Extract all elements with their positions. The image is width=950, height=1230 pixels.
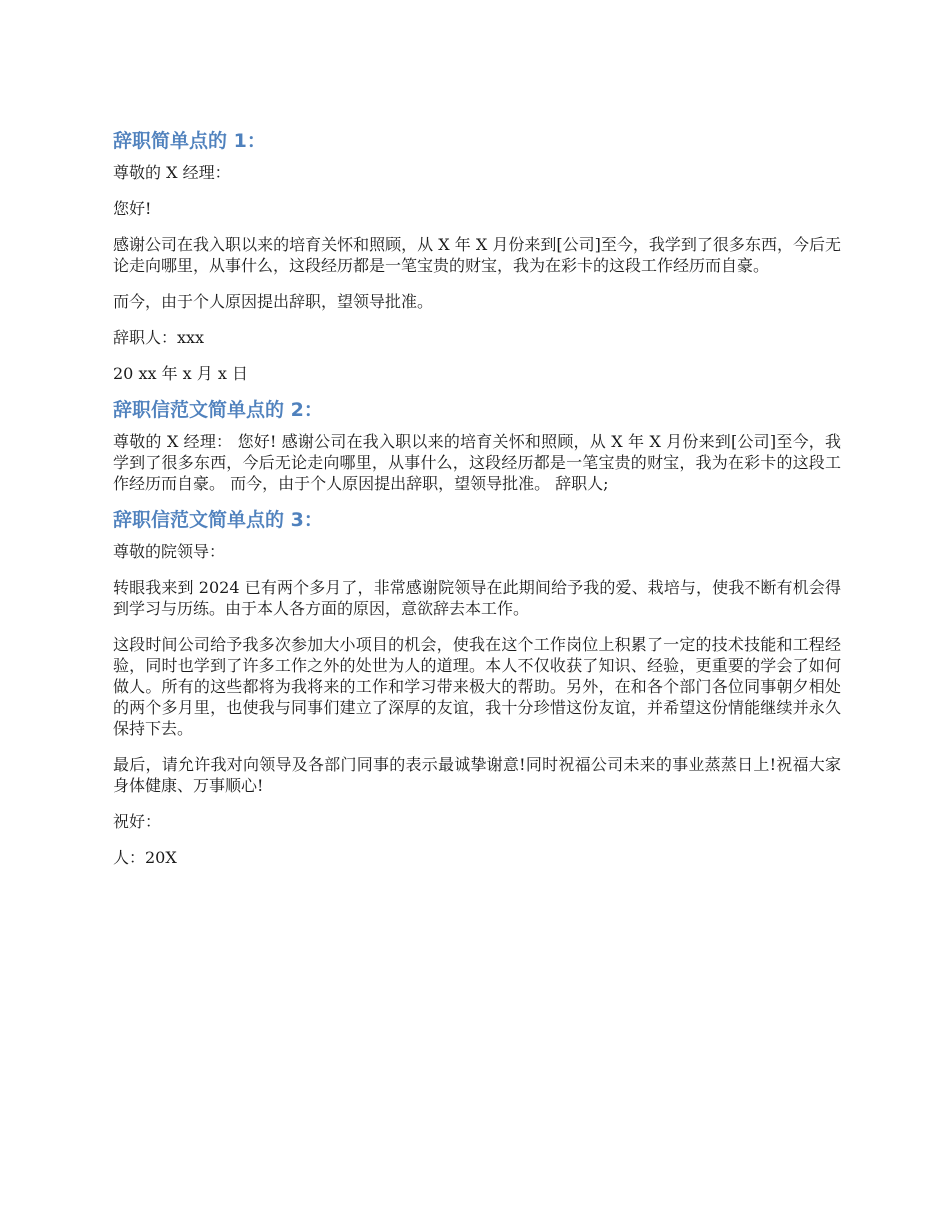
- section-heading: 辞职简单点的 1：: [113, 130, 266, 152]
- greeting: 您好!: [113, 199, 152, 218]
- section-heading: 辞职信范文简单点的 3：: [113, 509, 323, 531]
- section-2: [113, 395, 841, 494]
- section-1: [113, 126, 841, 384]
- signature: 人：20X: [113, 848, 177, 867]
- date-line: 20 xx 年 x 月 x 日: [113, 364, 248, 383]
- body-paragraph: 尊敬的 X 经理： 您好! 感谢公司在我入职以来的培育关怀和照顾，从 X 年 X 月份来到[公司]至今，我学到了很多东西，今后无论走向哪里，从事什么，这段经历都是一笔宝贵的财宝，我为在彩卡的这段工作经历而自豪。 而今，由于个人原因提出辞职，望领导批准。 辞职人;: [113, 432, 841, 493]
- body-paragraph: 最后，请允许我对向领导及各部门同事的表示最诚挚谢意!同时祝福公司未来的事业蒸蒸日上!祝福大家身体健康、万事顺心!: [113, 755, 841, 795]
- closing: 祝好：: [113, 812, 162, 831]
- body-paragraph: 而今，由于个人原因提出辞职，望领导批准。: [113, 292, 434, 311]
- body-paragraph: 转眼我来到 2024 已有两个多月了，非常感谢院领导在此期间给予我的爱、栽培与，使我不断有机会得到学习与历练。由于本人各方面的原因，意欲辞去本工作。: [113, 578, 841, 618]
- signature: 辞职人：xxx: [113, 328, 205, 347]
- document-page: [113, 126, 841, 883]
- section-3: [113, 505, 841, 868]
- salutation: 尊敬的 X 经理：: [113, 163, 231, 182]
- section-heading: 辞职信范文简单点的 2：: [113, 399, 323, 421]
- salutation: 尊敬的院领导：: [113, 542, 226, 561]
- body-paragraph: 这段时间公司给予我多次参加大小项目的机会，使我在这个工作岗位上积累了一定的技术技能和工程经验，同时也学到了许多工作之外的处世为人的道理。本人不仅收获了知识、经验，更重要的学会了如何做人。所有的这些都将为我将来的工作和学习带来极大的帮助。另外，在和各个部门各位同事朝夕相处的两个多月里，也使我与同事们建立了深厚的友谊，我十分珍惜这份友谊，并希望这份情能继续并永久保持下去。: [113, 635, 841, 738]
- body-paragraph: 感谢公司在我入职以来的培育关怀和照顾，从 X 年 X 月份来到[公司]至今，我学到了很多东西，今后无论走向哪里，从事什么，这段经历都是一笔宝贵的财宝，我为在彩卡的这段工作经历而自豪。: [113, 235, 841, 275]
